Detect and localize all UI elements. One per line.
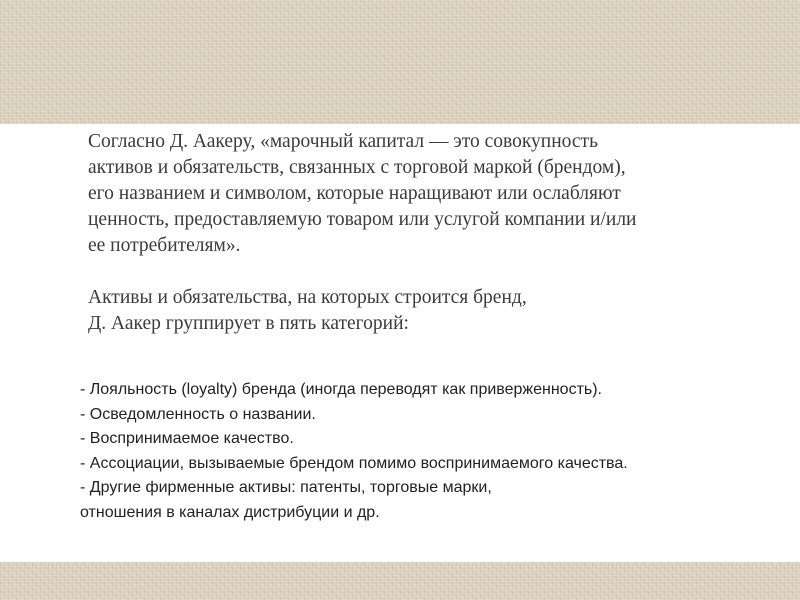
- category-item-awareness: - Осведомленность о названии.: [80, 405, 316, 423]
- category-item-associations: - Ассоциации, вызываемые брендом помимо воспринимаемого качества.: [80, 454, 628, 472]
- aaker-definition-paragraph: Согласно Д. Аакеру, «марочный капитал — это совокупность активов и обязательств, связанных с торговой маркой (брендом), его названием и символом, которые наращивают или ослабляют ценность, предоставляемую товаром или услугой компании и/или ее потребителям».: [88, 131, 637, 256]
- paragraph-spacer: [88, 259, 778, 285]
- categories-intro-paragraph: Активы и обязательства, на которых строится бренд, Д. Аакер группирует в пять категорий:: [88, 287, 527, 334]
- categories-list: [80, 378, 780, 525]
- category-item-perceived-quality: - Воспринимаемое качество.: [80, 430, 294, 447]
- categories-section: [80, 378, 780, 525]
- category-item-other-assets: - Другие фирменные активы: патенты, торговые марки, отношения в каналах дистрибуции и др.: [80, 479, 492, 521]
- definition-section: [88, 129, 778, 337]
- decorative-bottom-band: [0, 562, 800, 600]
- category-item-loyalty: - Лояльность (loyalty) бренда (иногда переводят как приверженность).: [80, 381, 602, 398]
- decorative-top-band: [0, 0, 800, 124]
